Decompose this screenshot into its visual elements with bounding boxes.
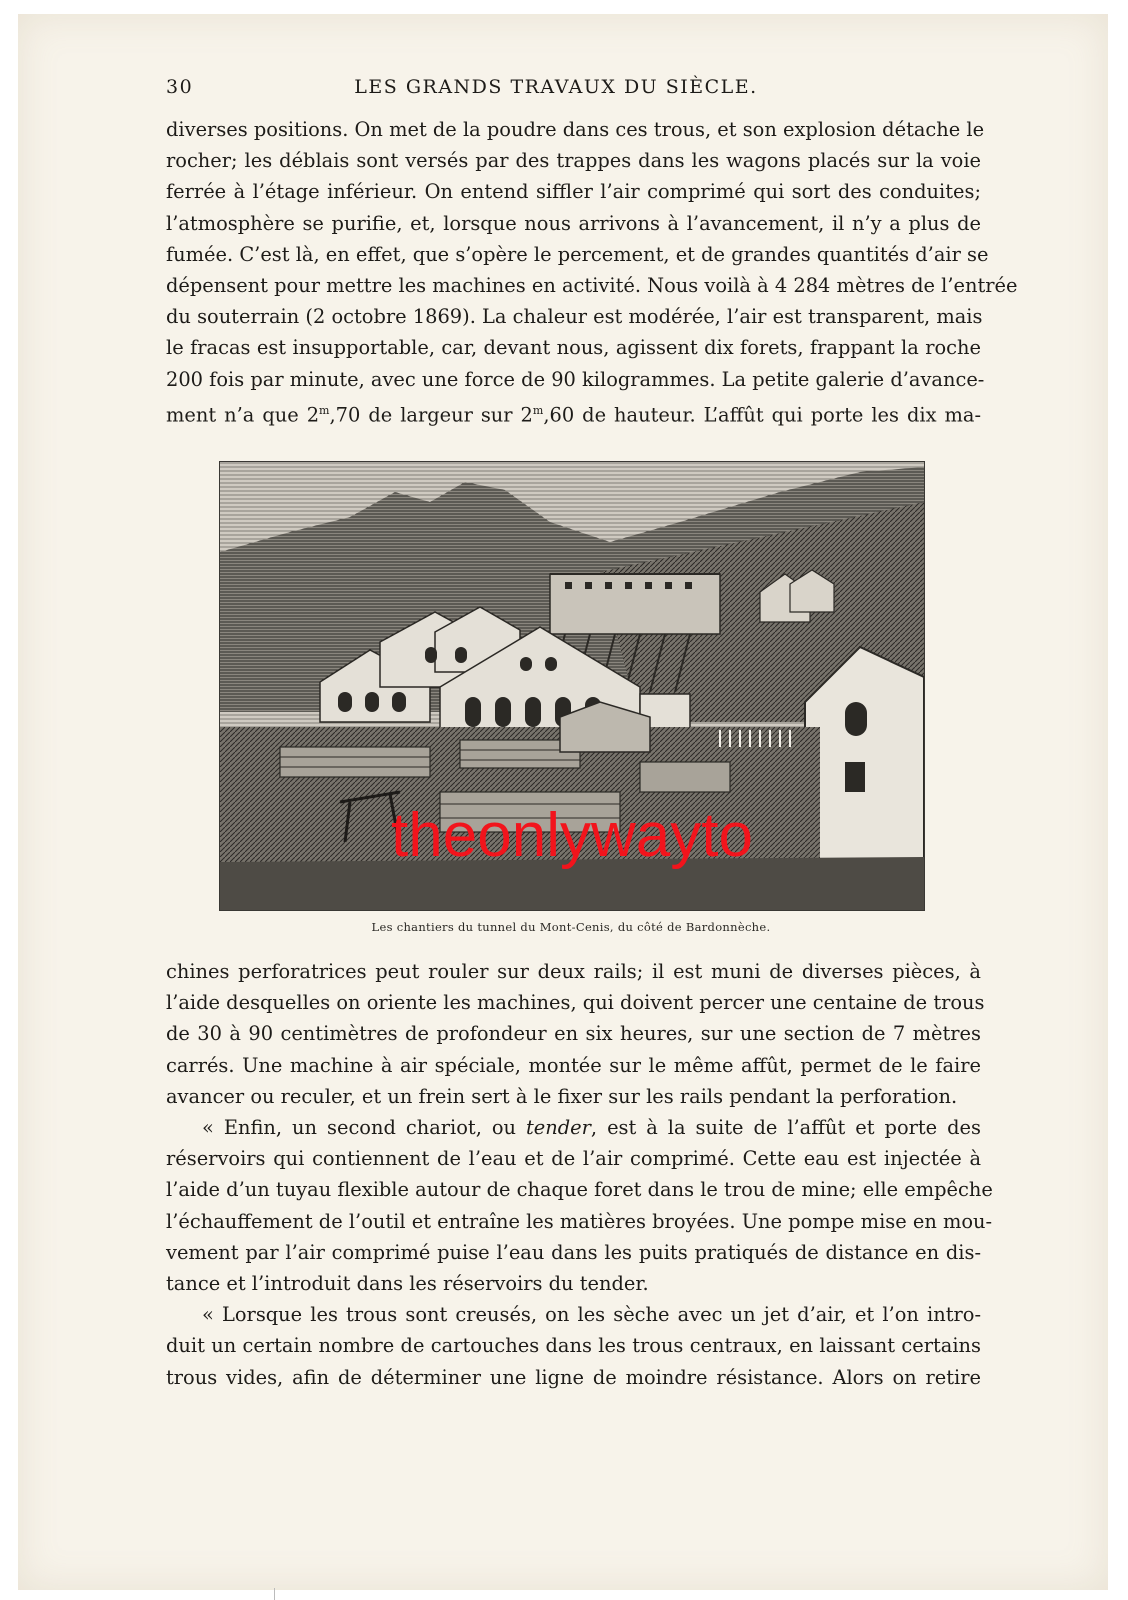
paragraph-start: « Lorsque les trous sont creusés, on les sèche avec un jet d’air, et l’on intro- — [202, 1303, 981, 1327]
text-line: l’aide d’un tuyau flexible autour de chaque foret dans le trou de mine; elle empêche — [166, 1178, 993, 1202]
text-line: carrés. Une machine à air spéciale, montée sur le même affût, permet de le faire — [166, 1053, 981, 1077]
superscript-unit: m — [319, 403, 330, 417]
text-fragment: ment n’a que 2 — [166, 403, 320, 427]
superscript-unit: m — [532, 403, 544, 417]
italic-term: tender — [526, 1116, 591, 1140]
page-number: 30 — [166, 76, 194, 98]
text-line-dimensions — [166, 395, 981, 431]
text-fragment: , est à la suite de l’affût et porte des — [590, 1116, 981, 1140]
text-line: chines perforatrices peut rouler sur deux rails; il est muni de diverses pièces, à — [166, 960, 981, 983]
text-block-top — [166, 114, 1018, 431]
paragraph-start — [166, 1112, 981, 1143]
text-line: diverses positions. On met de la poudre dans ces trous, et son explosion détache le — [166, 118, 985, 141]
text-line: le fracas est insupportable, car, devant nous, agissent dix forets, frappant la roche — [166, 336, 981, 360]
figure-caption: Les chantiers du tunnel du Mont-Cenis, du côté de Bardonnèche. — [371, 920, 771, 934]
text-line: dépensent pour mettre les machines en activité. Nous voilà à 4 284 mètres de l’entrée — [166, 274, 1018, 298]
text-line: de 30 à 90 centimètres de profondeur en six heures, sur une section de 7 mètres — [166, 1022, 981, 1046]
text-line: l’aide desquelles on oriente les machines, qui doivent percer une centaine de trous — [166, 991, 985, 1015]
text-line: fumée. C’est là, en effet, que s’opère le percement, et de grandes quantités d’air se — [166, 242, 989, 266]
text-line: tance et l’introduit dans les réservoirs du tender. — [166, 1272, 649, 1296]
text-line: rocher; les déblais sont versés par des trappes dans les wagons placés sur la voie — [166, 149, 981, 173]
text-line: trous vides, afin de déterminer une ligne de moindre résistance. Alors on retire — [166, 1365, 981, 1389]
text-line: duit un certain nombre de cartouches dans les trous centraux, en laissant certains — [166, 1334, 981, 1358]
text-line: réservoirs qui contiennent de l’eau et de l’air comprimé. Cette eau est injectée à — [166, 1147, 981, 1171]
text-line: vement par l’air comprimé puise l’eau dans les puits pratiqués de distance en dis- — [166, 1240, 981, 1264]
text-line: 200 fois par minute, avec une force de 90 kilogrammes. La petite galerie d’avance- — [166, 367, 985, 391]
text-block-bottom — [166, 956, 993, 1393]
text-line: du souterrain (2 octobre 1869). La chaleur est modérée, l’air est transparent, mais — [166, 305, 983, 329]
page-edge-mark — [274, 1588, 275, 1600]
running-title: LES GRANDS TRAVAUX DU SIÈCLE. — [354, 76, 758, 98]
text-fragment: ,70 de largeur sur 2 — [329, 403, 533, 427]
engraving-illustration — [219, 461, 925, 911]
page-header — [166, 76, 966, 106]
text-line: avancer ou reculer, et un frein sert à le fixer sur les rails pendant la perforation. — [166, 1084, 958, 1108]
text-line: l’échauffement de l’outil et entraîne les matières broyées. Une pompe mise en mou- — [166, 1209, 993, 1233]
text-line: l’atmosphère se purifie, et, lorsque nous arrivons à l’avancement, il n’y a plus de — [166, 211, 981, 235]
text-fragment: « Enfin, un second chariot, ou — [202, 1116, 526, 1140]
watermark-text: theonlywayto — [391, 801, 753, 870]
text-fragment: ,60 de hauteur. L’affût qui porte les dix ma- — [543, 403, 982, 427]
text-line: ferrée à l’étage inférieur. On entend siffler l’air comprimé qui sort des conduites; — [166, 180, 981, 204]
